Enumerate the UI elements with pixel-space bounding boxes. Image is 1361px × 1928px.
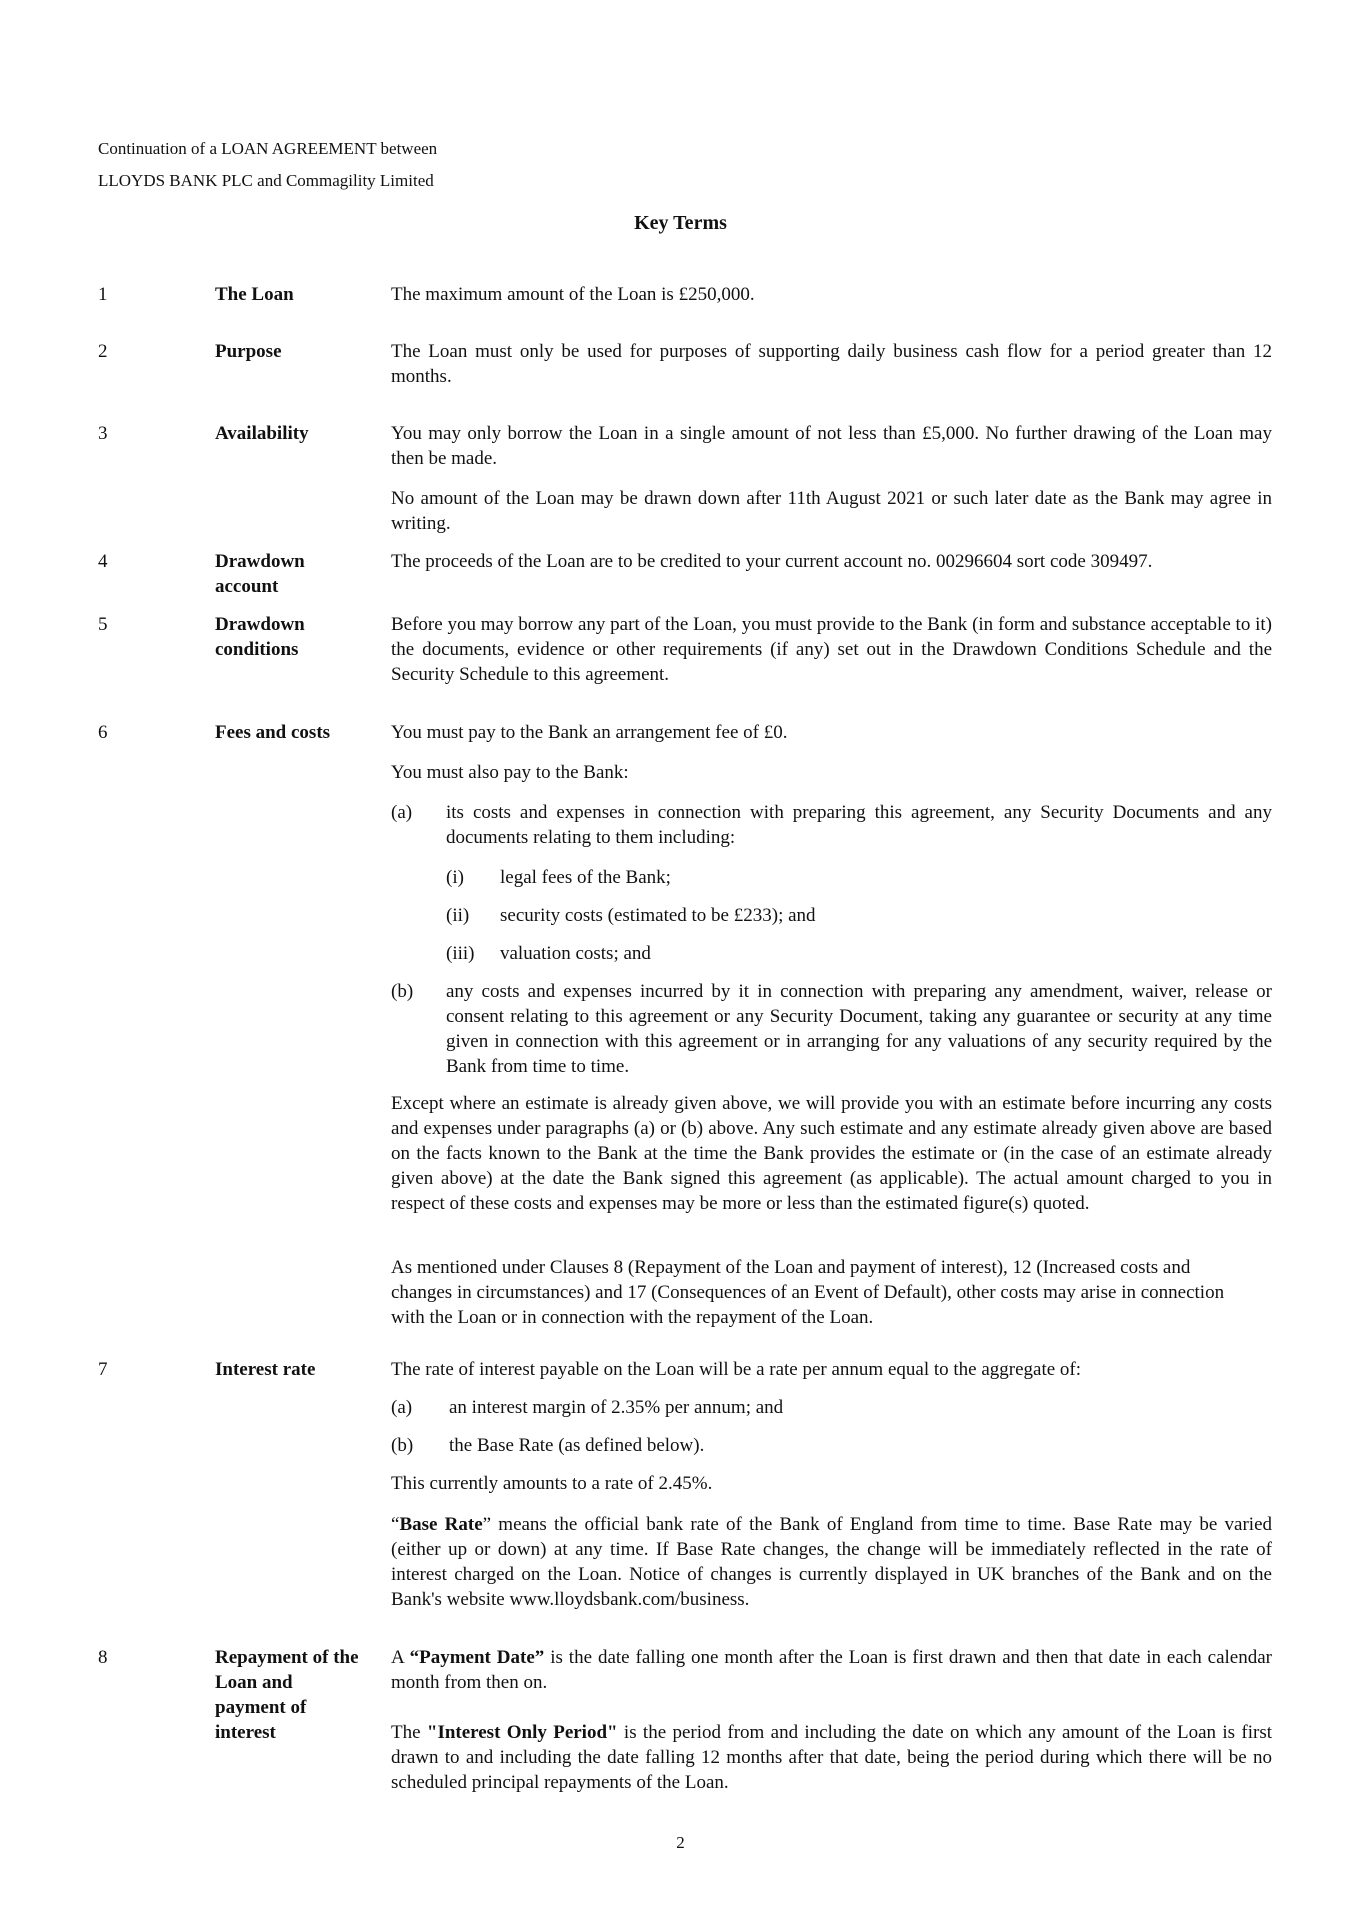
section-6-sub-ii-label: (ii) <box>446 905 470 926</box>
section-5-term: Drawdown conditions <box>215 614 305 660</box>
section-7-item-a-text: an interest margin of 2.35% per annum; and <box>449 1397 784 1418</box>
section-8-term: Repayment of the Loan and payment of interest <box>215 1647 359 1743</box>
section-8-number: 8 <box>98 1647 108 1668</box>
section-8-para-2 <box>391 1720 1272 1795</box>
header-line-1: Continuation of a LOAN AGREEMENT between <box>98 139 438 158</box>
section-3-term: Availability <box>215 423 309 444</box>
section-6-sub-iii-text: valuation costs; and <box>500 943 651 964</box>
page-number: 2 <box>676 1833 685 1852</box>
section-6-para-3: Except where an estimate is already given above, we will provide you with an estimate before incurring any costs and expenses under paragraphs (a) or (b) above. Any such estimate and any estimate already given above are based on the facts known to the Bank at the time the Bank provides the estimate or (in the case of an estimate already given above) at the date the Bank signed this agreement (as applicable). The actual amount charged to you in respect of these costs and expenses may be more or less than the estimated figure(s) quoted. <box>391 1093 1272 1214</box>
interest-only-start: The <box>391 1722 427 1743</box>
section-5-number: 5 <box>98 614 108 635</box>
section-7-number: 7 <box>98 1359 108 1380</box>
section-7-term: Interest rate <box>215 1359 316 1380</box>
payment-date-definition: is the date falling one month after the Loan is first drawn and then that date in each calendar month from then on. <box>391 1647 1272 1693</box>
section-6-item-b-label: (b) <box>391 981 414 1002</box>
section-2-term: Purpose <box>215 341 282 362</box>
section-4-term: Drawdown account <box>215 551 305 597</box>
section-6-para-4: As mentioned under Clauses 8 (Repayment of the Loan and payment of interest), 12 (Increased costs and changes in circumstances) and 17 (Consequences of an Event of Default), other costs may arise in connection with the Loan or in connection with the repayment of the Loan. <box>391 1257 1225 1328</box>
section-6-sub-ii-text: security costs (estimated to be £233); and <box>500 905 816 926</box>
section-3-para-2: No amount of the Loan may be drawn down after 11th August 2021 or such later date as the Bank may agree in writing. <box>391 488 1272 534</box>
section-6-term: Fees and costs <box>215 722 331 743</box>
section-6-sub-i-label: (i) <box>446 867 464 888</box>
payment-date-start: A <box>391 1647 410 1668</box>
page-title: Key Terms <box>634 212 727 234</box>
interest-only-term: "Interest Only Period" <box>426 1722 618 1743</box>
base-rate-term: Base Rate <box>399 1514 483 1535</box>
section-6-para-1: You must pay to the Bank an arrangement fee of £0. <box>391 722 788 743</box>
section-7-item-b-label: (b) <box>391 1435 414 1456</box>
section-7-para-1: The rate of interest payable on the Loan will be a rate per annum equal to the aggregate of: <box>391 1359 1082 1380</box>
section-4-text: The proceeds of the Loan are to be credited to your current account no. 00296604 sort code 309497. <box>391 551 1153 572</box>
section-6-sub-iii-label: (iii) <box>446 943 475 964</box>
header-line-2: LLOYDS BANK PLC and Commagility Limited <box>98 171 434 190</box>
section-7-item-a-label: (a) <box>391 1397 413 1418</box>
section-6-item-a-text: its costs and expenses in connection with preparing this agreement, any Security Documents and any documents relating to them including: <box>446 802 1272 848</box>
section-8-para-1 <box>391 1645 1272 1695</box>
section-6-item-b-text: any costs and expenses incurred by it in connection with preparing any amendment, waiver, release or consent relating to this agreement or any Security Document, taking any guarantee or security at any time given in connection with this agreement or in arranging for any valuations of any security required by the Bank from time to time. <box>446 981 1272 1077</box>
section-5-text: Before you may borrow any part of the Loan, you must provide to the Bank (in form and substance acceptable to it) the documents, evidence or other requirements (if any) set out in the Drawdown Conditions Schedule and the Security Schedule to this agreement. <box>391 614 1272 685</box>
section-2-text: The Loan must only be used for purposes of supporting daily business cash flow for a period greater than 12 months. <box>391 341 1272 387</box>
section-1-term: The Loan <box>215 284 294 305</box>
section-3-para-1: You may only borrow the Loan in a single amount of not less than £5,000. No further drawing of the Loan may then be made. <box>391 423 1272 469</box>
section-1-number: 1 <box>98 284 108 305</box>
base-rate-definition: ” means the official bank rate of the Bank of England from time to time. Base Rate may be varied (either up or down) at any time. If Base Rate changes, the change will be immediately reflected in the rate of interest charged on the Loan. Notice of changes is currently displayed in UK branches of the Bank and on the Bank's website www.lloydsbank.com/business. <box>391 1514 1272 1610</box>
section-7-para-3 <box>391 1512 1272 1612</box>
section-3-number: 3 <box>98 423 108 444</box>
section-6-sub-i-text: legal fees of the Bank; <box>500 867 671 888</box>
section-2-number: 2 <box>98 341 108 362</box>
section-1-text: The maximum amount of the Loan is £250,000. <box>391 284 755 305</box>
section-6-number: 6 <box>98 722 108 743</box>
section-6-item-a-label: (a) <box>391 802 413 823</box>
payment-date-term: “Payment Date” <box>409 1647 545 1668</box>
document-header <box>98 133 437 197</box>
base-rate-open-quote: “ <box>391 1514 400 1535</box>
section-7-item-b-text: the Base Rate (as defined below). <box>449 1435 705 1456</box>
interest-only-definition: is the period from and including the date on which any amount of the Loan is first drawn to and including the date falling 12 months after that date, being the period during which there will be no scheduled principal repayments of the Loan. <box>391 1722 1272 1793</box>
section-6-para-2: You must also pay to the Bank: <box>391 762 629 783</box>
section-4-number: 4 <box>98 551 108 572</box>
section-7-para-2: This currently amounts to a rate of 2.45%. <box>391 1473 713 1494</box>
